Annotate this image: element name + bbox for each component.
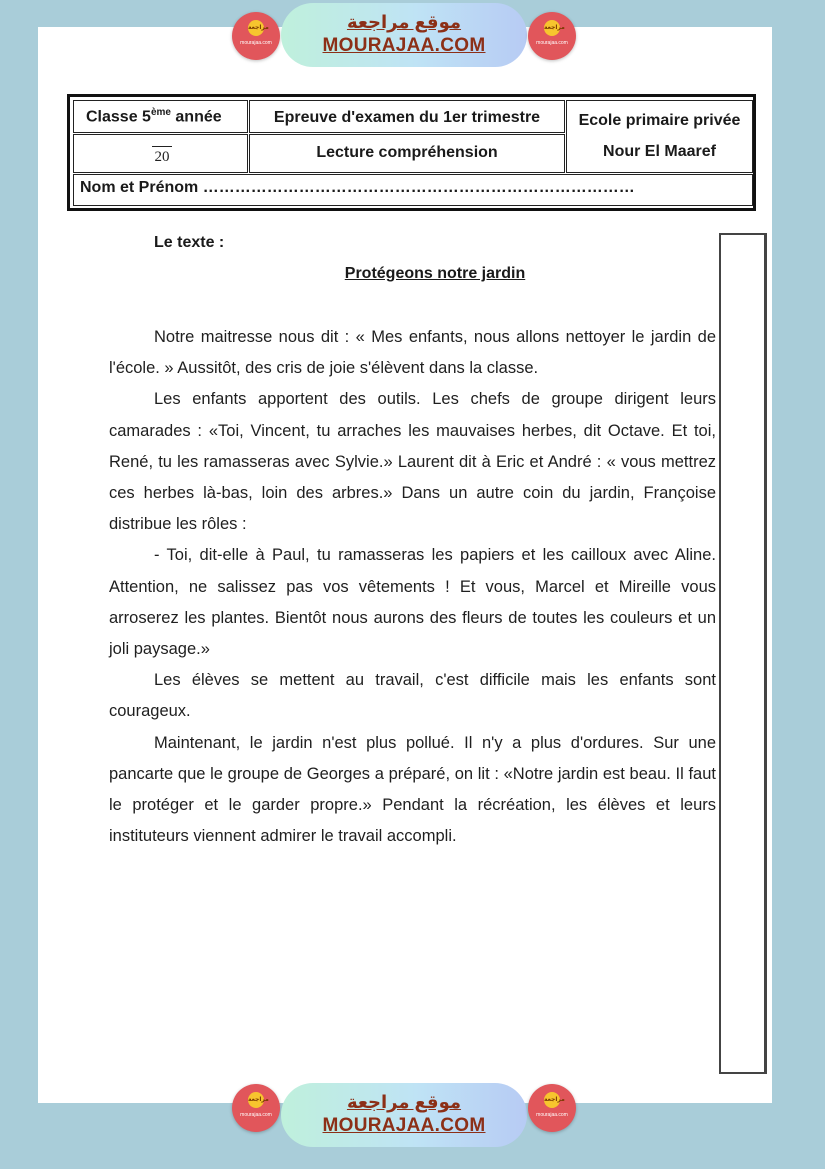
- name-field-label: Nom et Prénom ………………………………………………………………………: [80, 179, 635, 196]
- score-denominator: 20: [152, 146, 172, 166]
- class-label: Classe 5ème année: [86, 107, 222, 126]
- watermark-banner-top[interactable]: [281, 3, 527, 67]
- paragraph: Notre maitresse nous dit : « Mes enfants, nous allons nettoyer le jardin de l'école. » Aussitôt, des cris de joie s'élèvent dans la classe.: [109, 328, 716, 378]
- class-cell: [73, 100, 248, 133]
- exam-title-cell: [249, 100, 565, 133]
- reading-text: [109, 322, 716, 852]
- paragraph: - Toi, dit-elle à Paul, tu ramasseras les papiers et les cailloux avec Aline. Attention, ne salissez pas vos vêtements ! Et vous, Marcel et Mireille vous arroserez les plantes. Bientôt nous aurons des fleurs de toutes les couleurs et un joli paysage.»: [109, 546, 716, 659]
- watermark-arabic: موقع مراجعة: [346, 1092, 462, 1112]
- subject-cell: [249, 134, 565, 173]
- paragraph: Les élèves se mettent au travail, c'est difficile mais les enfants sont courageux.: [109, 671, 716, 721]
- text-label: Le texte :: [154, 234, 225, 251]
- school-name-line1: Ecole primaire privée: [578, 112, 741, 129]
- text-title: Protégeons notre jardin: [344, 265, 526, 282]
- school-name-line2: Nour El Maaref: [603, 143, 716, 160]
- logo-badge-icon: مراجعة mourajaa.com: [528, 1084, 576, 1132]
- exam-header-table: [67, 94, 756, 211]
- logo-badge-icon: مراجعة mourajaa.com: [232, 1084, 280, 1132]
- logo-badge-icon: مراجعة mourajaa.com: [528, 12, 576, 60]
- paragraph: Maintenant, le jardin n'est plus pollué. Il n'y a plus d'ordures. Sur une pancarte que le groupe de Georges a préparé, on lit : «Notre jardin est beau. Il faut le protéger et le garder propre.» Pendant la récréation, les élèves et leurs instituteurs viennent admirer le travail accompli.: [109, 733, 716, 846]
- score-cell: [73, 134, 248, 173]
- watermark-latin: MOURAJAA.COM: [322, 1115, 486, 1136]
- subject-title: Lecture compréhension: [316, 144, 498, 161]
- watermark-latin: MOURAJAA.COM: [322, 35, 486, 56]
- logo-badge-icon: مراجعة mourajaa.com: [232, 12, 280, 60]
- margin-box: [719, 233, 767, 1074]
- school-cell: [566, 100, 753, 173]
- name-field[interactable]: [73, 174, 753, 206]
- watermark-arabic: موقع مراجعة: [346, 12, 462, 32]
- paragraph: Les enfants apportent des outils. Les chefs de groupe dirigent leurs camarades : «Toi, Vincent, tu arraches les mauvaises herbes, dit Octave. Et toi, René, tu les ramasseras avec Sylvie.» Laurent dit à Eric et André : « vous mettrez ces herbes là-bas, loin des arbres.» Dans un autre coin du jardin, Françoise distribue les rôles :: [109, 390, 716, 534]
- watermark-banner-bottom[interactable]: [281, 1083, 527, 1147]
- exam-title: Epreuve d'examen du 1er trimestre: [273, 109, 541, 126]
